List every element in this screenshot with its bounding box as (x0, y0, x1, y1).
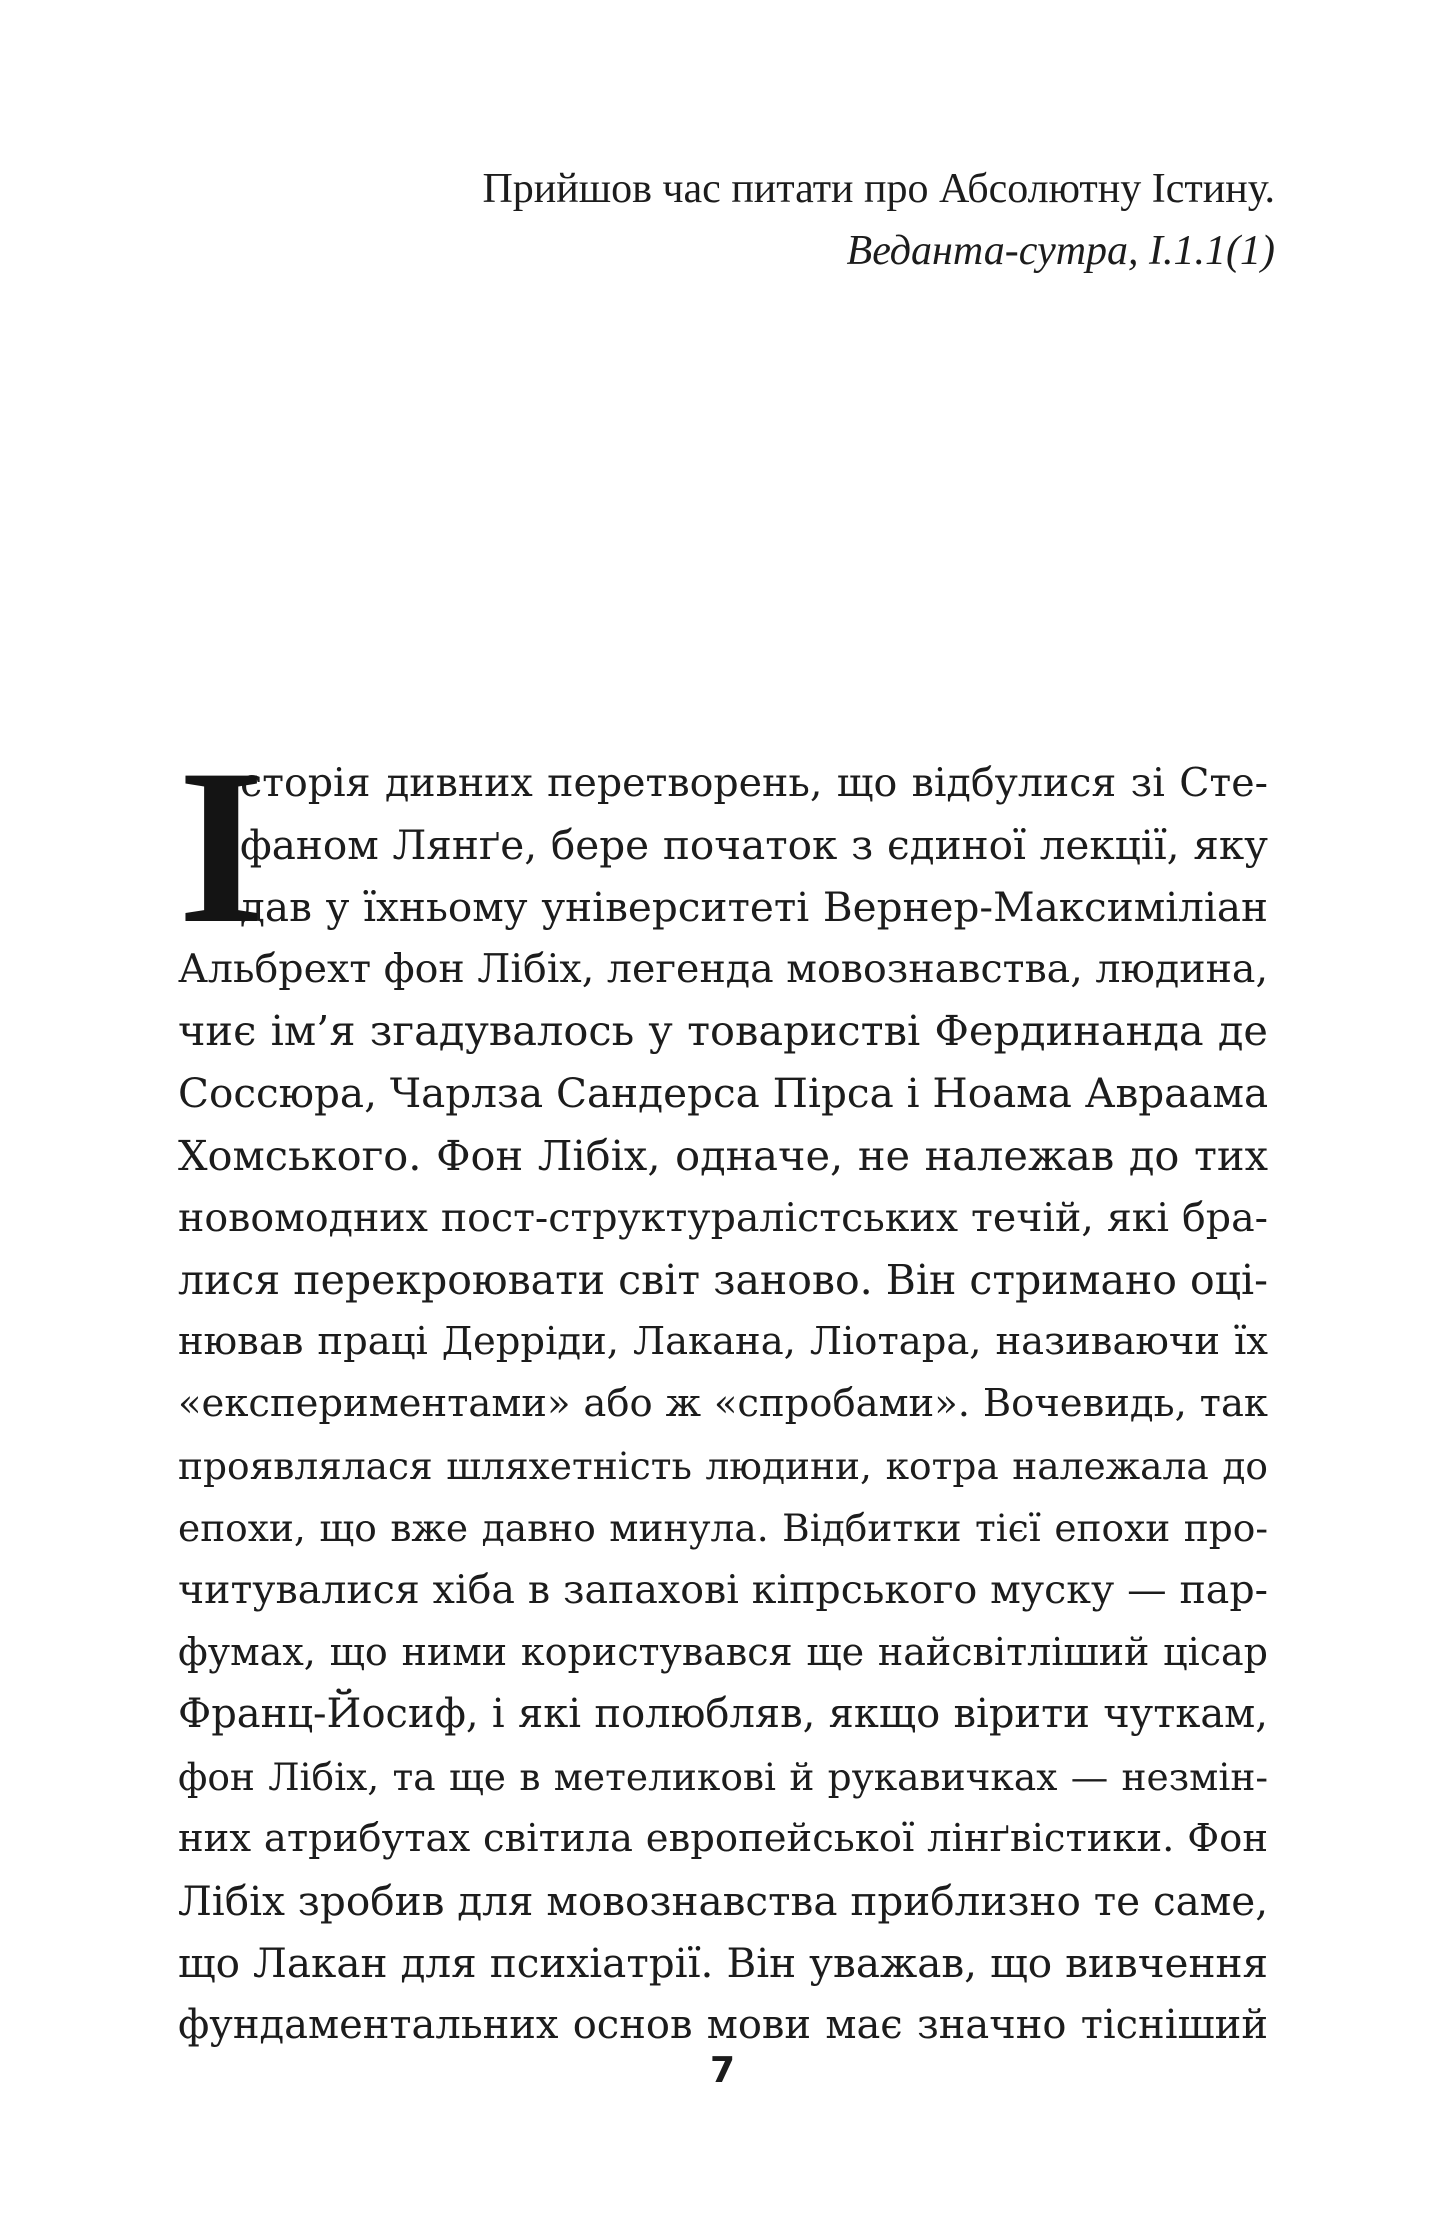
body-line: Хомського. Фон Лібіх, одначе, не належав до тих (178, 1130, 1268, 1180)
body-line: сторія дивних перетворень, що відбулися зі Сте- (240, 760, 1268, 806)
body-line: Лібіх зробив для мовознавства приблизно те саме, (178, 1876, 1269, 1925)
body-line: «експериментами» або ж «спробами». Вочевидь, так (178, 1380, 1268, 1426)
body-line: Франц-Йосиф, і які полюбляв, якщо вірити чуткам, (178, 1691, 1268, 1738)
body-line: фундаментальних основ мови має значно тісніший (178, 2001, 1268, 2048)
body-line: них атрибутах світила европейської лінґвістики. Фон (178, 1815, 1268, 1861)
epigraph-quote: Прийшов час питати про Абсолютну Істину. (482, 166, 1275, 212)
body-line: новомодних пост-структуралістських течій, які бра- (178, 1194, 1268, 1241)
body-line: проявлялася шляхетність людини, котра належала до (178, 1444, 1268, 1489)
page-number: 7 (709, 2050, 736, 2091)
body-line: читувалися хіба в запахові кіпрського муску — пар- (178, 1567, 1268, 1614)
epigraph (482, 158, 1275, 282)
body-line: фаном Лянґе, бере початок з єдиної лекції, яку (240, 821, 1268, 870)
body-line: дав у їхньому університеті Вернер-Максиміліан (240, 883, 1268, 932)
drop-cap: І (178, 724, 265, 970)
body-line: лися перекроювати світ заново. Він стримано оці- (178, 1255, 1268, 1304)
epigraph-source: Веданта-сутра, І.1.1(1) (846, 228, 1275, 274)
body-line: фумах, що ними користувався ще найсвітліший цісар (178, 1630, 1268, 1675)
body-line: чиє ім’я згадувалось у товаристві Фердинанда де (178, 1006, 1268, 1056)
body-line: Соссюра, Чарлза Сандерса Пірса і Ноама Авраама (178, 1069, 1269, 1118)
body-line: нював праці Дерріди, Лакана, Ліотара, називаючи їх (178, 1318, 1268, 1364)
body-line: епохи, що вже давно минула. Відбитки тієї епохи про- (178, 1506, 1268, 1551)
body-text (178, 724, 1269, 2056)
body-line: фон Лібіх, та ще в метеликові й рукавичках — незмін- (178, 1754, 1268, 1799)
body-line: що Лакан для психіатрії. Він уважав, що вивчення (178, 1938, 1268, 1987)
body-line: Альбрехт фон Лібіх, легенда мовознавства, людина, (178, 946, 1268, 993)
